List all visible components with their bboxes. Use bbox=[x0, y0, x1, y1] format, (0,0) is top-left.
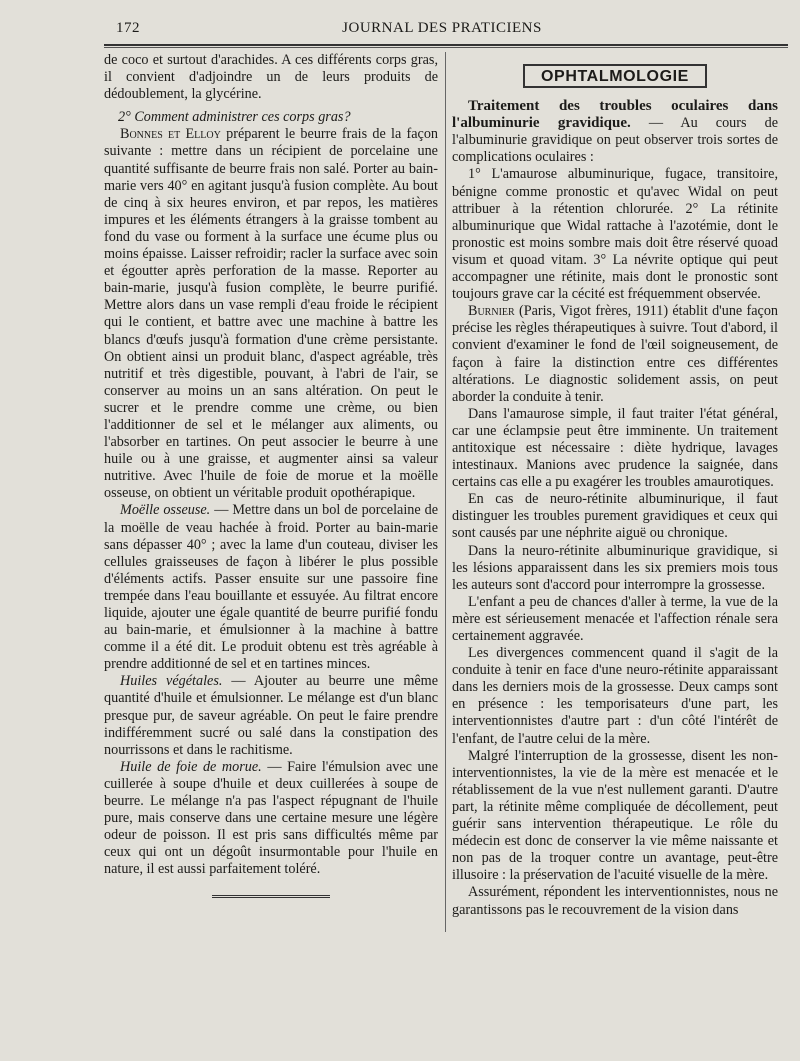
paragraph-text: (Paris, Vigot frères, 1911) établit d'une façon précise les règles thérapeutiques à suivre. Tout d'abord, il convient d'examiner le fond de l'œil soigneusement, de façon à faire la distinction entre ces différentes altérations. Le diagnostic solidement assis, on peut aborder la conduite à tenir. bbox=[452, 303, 779, 405]
paragraph-lead: Huile de foie de morue. bbox=[120, 758, 262, 775]
right-column bbox=[452, 52, 778, 919]
paragraph bbox=[104, 126, 438, 502]
paragraph: Dans la neuro-rétinite albuminurique gravidique, si les lésions apparaissent dans les six premiers mois tous les auteurs sont d'accord pour interrompre la grossesse. bbox=[452, 542, 778, 593]
paragraph bbox=[452, 303, 778, 406]
section-title: OPHTALMOLOGIE bbox=[523, 64, 707, 88]
paragraph: Dans l'amaurose simple, il faut traiter l'état général, car une éclampsie peut être imminente. Un traitement antitoxique est nécessaire : diète hydrique, lavages intestinaux. Manions avec prudence la saignée, dans certains cas elle a pu exagérer les troubles amaurotiques. bbox=[452, 405, 778, 491]
paragraph bbox=[452, 98, 778, 166]
header-rule-thin bbox=[104, 47, 788, 48]
paragraph-lead: Huiles végétales. bbox=[120, 673, 223, 690]
paragraph: L'enfant a peu de chances d'aller à terme, la vue de la mère est sérieusement menacée et l'affection rénale sera certainement aggravée. bbox=[452, 593, 778, 644]
paragraph: de coco et surtout d'arachides. A ces différents corps gras, il convient d'adjoindre un de leurs produits de dédoublement, la glycérine. bbox=[104, 52, 438, 103]
paragraph: 1° L'amaurose albuminurique, fugace, transitoire, bénigne comme pronostic et qu'avec Widal on peut attribuer à la rétention chlorurée. 2° La rétinite albuminurique que Widal rattache à l'azotémie, dont le pronostic est moins sombre mais doit être réservé quoad visum et quoad vitam. 3° La névrite optique qui peut accompagner une rétinite, mais dont le pronostic sont toujours grave car la cécité est fréquemment observée. bbox=[452, 166, 778, 303]
paragraph bbox=[104, 673, 438, 758]
left-column bbox=[104, 52, 438, 898]
article-title: Traitement des troubles oculaires dans l'albuminurie gravidique. bbox=[452, 98, 778, 132]
paragraph: Assurément, répondent les interventionnistes, nous ne garantissons pas le recouvrement de la vision dans bbox=[452, 884, 778, 918]
header-rule bbox=[104, 44, 788, 46]
subheading: 2° Comment administrer ces corps gras? bbox=[118, 109, 351, 126]
page-number: 172 bbox=[116, 20, 140, 36]
end-rule bbox=[212, 895, 330, 898]
running-title: JOURNAL DES PRATICIENS bbox=[342, 20, 542, 36]
paragraph-text: préparent le beurre frais de la façon suivante : mettre dans un récipient de porcelaine une quantité suffisante de beurre frais non salé. Porter au bain-marie vers 40° en agitant jusqu'à fusion complète. Au bout de cinq à six heures environ, et par repos, les matières impures et les éléments étrangers à la graisse tombent au fond du vase ou forment à la surface une écume plus ou moins épaisse. Laisser refroidir; racler la surface avec soin et égoutter après perforation de la masse. Reporter au bain-marie, jusqu'à fusion complète, le beurre purifié. Mettre alors dans un vase rempli d'eau froide le récipient qui le contient, et battre avec une machine à battre les blancs d'œufs jusqu'à formation d'une crème persistante. On obtient ainsi un produit blanc, d'aspect agréable, très nutritif et très digestible, pouvant, à l'abri de l'air, se conserver au moins un an sans altération. On peut le sucrer et le prendre comme une crème, ou bien l'additionner de sel et le mélanger aux aliments, ou l'absorber en tartines. On peut associer le beurre à une huile ou à une graisse, et augmenter ainsi sa valeur nutritive. Avec l'huile de foie de morue et la moëlle osseuse, on obtient un véritable produit opothérapique. bbox=[104, 126, 439, 502]
author-names: Bonnes et Elloy bbox=[120, 126, 221, 143]
paragraph-text: — Faire l'émulsion avec une cuillerée à soupe d'huile et deux cuillerées à soupe de beurre. Le mélange n'a pas l'aspect répugnant de l'huile pure, mais conserve dans une certaine mesure une légère odeur de poisson. Il est pris sans difficultés même par ceux qui ont un dégoût insurmontable pour l'huile en nature, il est aussi parfaitement toléré. bbox=[104, 758, 439, 878]
paragraph: Les divergences commencent quand il s'agit de la conduite à tenir en face d'une neuro-rétinite apparaissant dans les derniers mois de la grossesse. Deux camps sont en présence : les temporisateurs d'une part, les interventionnistes d'autre part : d'un côté l'intérêt de l'enfant, de l'autre celui de la mère. bbox=[452, 645, 778, 747]
paragraph bbox=[104, 502, 438, 673]
paragraph: Malgré l'interruption de la grossesse, disent les non-interventionnistes, la vie de la mère est menacée et le rétablissement de la vue n'est nullement garanti. D'autre part, la rétinite même compliquée de décollement, peut guérir sans intervention thérapeutique. Le rôle du médecin est donc de conserver la vie même naissante et non pas de la troquer contre un avantage, peut-être illusoire : la préservation de l'acuité visuelle de la mère. bbox=[452, 747, 778, 884]
paragraph-text: — Au cours de l'albuminurie gravidique on peut observer trois sortes de complications oculaires : bbox=[452, 115, 778, 166]
paragraph-text: — Mettre dans un bol de porcelaine de la moëlle de veau hachée à froid. Porter au bain-marie sans dépasser 40° ; avec la lame d'un couteau, diviser les cellules graisseuses de façon à libérer le plus possible d'éléments actifs. Passer ensuite sur une passoire fine trempée dans l'eau bouillante et essuyée. Au filtrat encore liquide, ajouter une égale quantité de beurre purifié fondu au bain-marie, et émulsionner à la machine à battre comme il a été dit. Le produit obtenu est très agréable à prendre additionné de sel et en tartines minces. bbox=[104, 502, 438, 673]
paragraph-lead: Moëlle osseuse. bbox=[120, 502, 211, 519]
paragraph: En cas de neuro-rétinite albuminurique, il faut distinguer les troubles purement gravidiques et ceux qui sont causés par une néphrite aiguë ou chronique. bbox=[452, 491, 778, 542]
paragraph-text: — Ajouter au beurre une même quantité d'huile et émulsionner. Le mélange est d'un blanc presque pur, de saveur agréable. On peut le faire prendre indifféremment sucré ou salé dans la constipation des nourrissons et dans le rachitisme. bbox=[104, 673, 438, 758]
page-header bbox=[104, 18, 780, 40]
author-name: Burnier bbox=[468, 303, 515, 320]
paragraph bbox=[104, 759, 438, 879]
column-divider bbox=[445, 52, 446, 932]
